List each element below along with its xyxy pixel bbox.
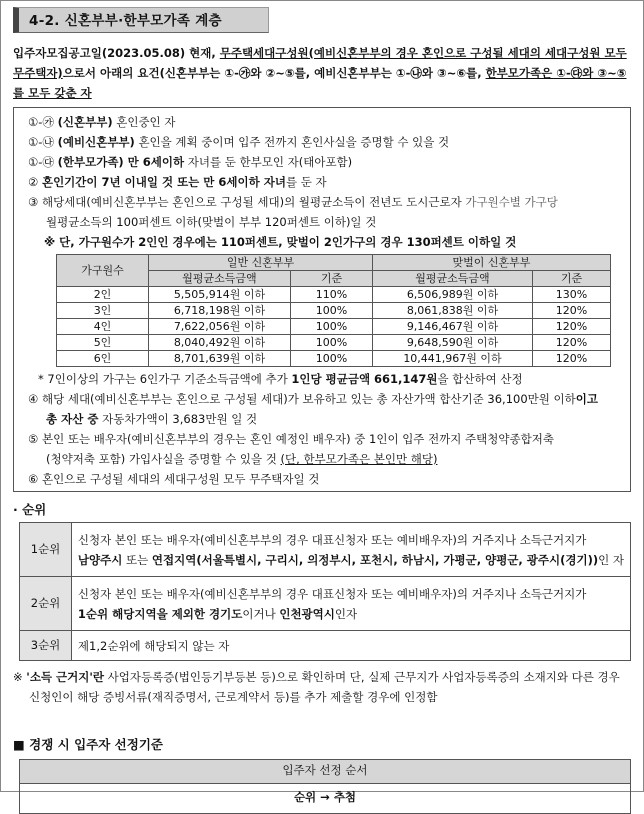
criterion-1c-bold: (한부모가족) 만 6세이하 bbox=[57, 155, 185, 169]
rank-1-bold: 남양주시 bbox=[77, 552, 123, 567]
footnote-text-end: 을 합산하여 산정 bbox=[437, 372, 523, 386]
table-row bbox=[20, 759, 631, 783]
table-row bbox=[20, 523, 631, 577]
selection-value: 순위 → 추첨 bbox=[20, 783, 631, 813]
income-row-dual-basis: 120% bbox=[533, 351, 611, 367]
rank-1-line2 bbox=[78, 550, 624, 570]
rank-2-line2 bbox=[78, 604, 624, 624]
criterion-3-text: ③ 해당세대(예비신혼부부는 혼인으로 구성될 세대)의 월평균소득이 전년도 도시근로자 bbox=[28, 195, 466, 209]
income-row-household: 6인 bbox=[57, 351, 149, 367]
intro-part3: 으로서 아래의 요건(신혼부부는 ①-㉮와 ②~⑤를, 예비신혼부부는 ①-㉯와 ③~⑥를, bbox=[62, 66, 486, 80]
income-row-dual-basis: 120% bbox=[533, 335, 611, 351]
income-col-dual-basis: 기준 bbox=[533, 271, 611, 287]
rank-table bbox=[19, 522, 631, 661]
income-row-household: 3인 bbox=[57, 303, 149, 319]
rank-1-end: 인 자 bbox=[598, 552, 624, 567]
income-row-general: 6,718,198원 이하 bbox=[149, 303, 291, 319]
rank-1-bold2: 연접지역(서울특별시, 구리시, 의정부시, 포천시, 하남시, 가평군, 양평군, 광주시(경기)) bbox=[151, 552, 599, 567]
rank-1-text bbox=[71, 523, 630, 577]
income-row-general: 5,505,914원 이하 bbox=[149, 287, 291, 303]
footnote-line2: 신청인이 해당 증빙서류(재직증명서, 근로계약서 등)를 추가 제출할 경우에 인정함 bbox=[29, 690, 438, 705]
selection-table bbox=[19, 759, 631, 814]
criterion-5-line1: ⑤ 본인 또는 배우자(예비신혼부부의 경우는 혼인 예정인 배우자) 중 1인이 입주 전까지 주택청약종합저축 bbox=[28, 432, 554, 446]
income-row-dual: 6,506,989원 이하 bbox=[373, 287, 533, 303]
income-row-general-basis: 100% bbox=[291, 319, 373, 335]
income-row-dual-basis: 120% bbox=[533, 319, 611, 335]
criterion-1c bbox=[28, 152, 616, 172]
table-row bbox=[20, 631, 631, 661]
section-title: 4-2. 신혼부부·한부모가족 계층 bbox=[13, 7, 269, 33]
income-row-general-basis: 110% bbox=[291, 287, 373, 303]
income-row-dual: 10,441,967원 이하 bbox=[373, 351, 533, 367]
table-row bbox=[20, 577, 631, 631]
criterion-1b-num: ①-㉯ bbox=[28, 135, 58, 149]
criterion-5-line2 bbox=[28, 449, 616, 469]
competition-title: ■ 경쟁 시 입주자 선정기준 bbox=[13, 737, 163, 753]
rank-2-bold2: 인천광역시 bbox=[279, 606, 335, 621]
rank-1-mid: 또는 bbox=[122, 552, 152, 567]
footnote-text1: 사업자등록증(법인등기부등본 등)으로 확인하며 단, 실제 근무지가 사업자등록증의 소재지와 다른 경우 bbox=[104, 670, 620, 685]
criterion-1a-bold: (신혼부부) bbox=[57, 115, 113, 129]
criterion-5-underline: (단, 한부모가족은 본인만 해당) bbox=[280, 452, 438, 466]
criterion-1b bbox=[28, 132, 616, 152]
rank-1-line1: 신청자 본인 또는 배우자(예비신혼부부의 경우 대표신청자 또는 예비배우자)의 거주지나 소득근거지가 bbox=[77, 532, 587, 547]
footnote-text: * 7인이상의 가구는 6인가구 기준소득금액에 추가 bbox=[38, 372, 292, 386]
rank-2-line1: 신청자 본인 또는 배우자(예비신혼부부의 경우 대표신청자 또는 예비배우자)의 거주지나 소득근거지가 bbox=[77, 586, 587, 601]
intro-part4: 한부모가족은 ①-㉰와 ③~⑤를 모두 갖춘 자 bbox=[13, 66, 627, 100]
rank-2-label: 2순위 bbox=[20, 577, 72, 631]
income-col-general-basis: 기준 bbox=[291, 271, 373, 287]
table-row bbox=[57, 351, 611, 367]
criterion-1a bbox=[28, 112, 616, 132]
criterion-4-text2: 자동차가액이 3,683만원 일 것 bbox=[98, 412, 258, 426]
rank-3-text: 제1,2순위에 해당되지 않는 자 bbox=[71, 631, 630, 661]
income-col-dual: 맞벌이 신혼부부 bbox=[373, 255, 611, 271]
table-row bbox=[57, 319, 611, 335]
income-table bbox=[56, 254, 611, 367]
income-row-general: 8,701,639원 이하 bbox=[149, 351, 291, 367]
criterion-3-gray: 가구원수별 가구당 bbox=[465, 195, 558, 209]
rank-title: · 순위 bbox=[13, 502, 47, 517]
table-row bbox=[57, 335, 611, 351]
income-row-general-basis: 100% bbox=[291, 303, 373, 319]
income-col-general-income: 월평균소득금액 bbox=[149, 271, 291, 287]
criterion-1a-text: 혼인중인 자 bbox=[112, 115, 176, 129]
income-row-dual: 9,146,467원 이하 bbox=[373, 319, 533, 335]
criterion-3-line2: 월평균소득의 100퍼센트 이하(맞벌이 부부 120퍼센트 이하)일 것 bbox=[46, 215, 377, 229]
income-row-dual-basis: 120% bbox=[533, 303, 611, 319]
criterion-2 bbox=[28, 172, 616, 192]
income-row-household: 2인 bbox=[57, 287, 149, 303]
criterion-1c-text: 자녀를 둔 한부모인 자(태아포함) bbox=[184, 155, 353, 169]
criterion-4-text: ④ 해당 세대(예비신혼부부는 혼인으로 구성될 세대)가 보유하고 있는 총 자산가액 합산기준 36,100만원 이하 bbox=[28, 392, 576, 406]
criterion-1a-num: ①-㉮ bbox=[28, 115, 58, 129]
criterion-4-bold: 이고 bbox=[575, 392, 598, 406]
criterion-6: ⑥ 혼인으로 구성될 세대의 세대구성원 모두 무주택자일 것 bbox=[28, 472, 320, 486]
criterion-3-note: ※ 단, 가구원수가 2인인 경우에는 110퍼센트, 맞벌이 2인가구의 경우 130퍼센트 이하일 것 bbox=[44, 235, 517, 249]
footnote-term: '소득 근거지'란 bbox=[26, 670, 104, 685]
intro-part1: 입주자모집공고일(2023.05.08) 현재, bbox=[13, 46, 220, 60]
rank-1-label: 1순위 bbox=[20, 523, 72, 577]
income-row-dual: 9,648,590원 이하 bbox=[373, 335, 533, 351]
rank-2-text bbox=[71, 577, 630, 631]
criterion-2-text: 를 둔 자 bbox=[285, 175, 327, 189]
income-base-footnote bbox=[13, 667, 635, 707]
rank-2-mid: 이거나 bbox=[242, 606, 280, 621]
table-row bbox=[57, 303, 611, 319]
rank-3-label: 3순위 bbox=[20, 631, 72, 661]
criteria-box bbox=[13, 107, 631, 492]
income-row-general-basis: 100% bbox=[291, 351, 373, 367]
selection-header: 입주자 선정 순서 bbox=[20, 759, 631, 783]
income-row-household: 4인 bbox=[57, 319, 149, 335]
criterion-3-footnote bbox=[28, 369, 616, 389]
income-row-dual: 8,061,838원 이하 bbox=[373, 303, 533, 319]
income-row-dual-basis: 130% bbox=[533, 287, 611, 303]
income-row-household: 5인 bbox=[57, 335, 149, 351]
criterion-3-line1 bbox=[28, 192, 616, 212]
table-row bbox=[57, 287, 611, 303]
criterion-2-num: ② bbox=[28, 175, 42, 189]
rank-2-end: 인자 bbox=[334, 606, 358, 621]
rank-2-bold: 1순위 해당지역을 제외한 경기도 bbox=[77, 606, 243, 621]
criterion-4-line1 bbox=[28, 389, 616, 409]
footnote-mark: ※ bbox=[13, 670, 27, 685]
intro-paragraph bbox=[13, 43, 635, 103]
income-row-general: 8,040,492원 이하 bbox=[149, 335, 291, 351]
table-row bbox=[20, 783, 631, 813]
criterion-2-bold: 혼인기간이 7년 이내일 것 또는 만 6세이하 자녀 bbox=[41, 175, 286, 189]
criterion-5-text: (청약저축 포함) 가입사실을 증명할 수 있을 것 bbox=[46, 452, 281, 466]
footnote-bold: 1인당 평균금액 661,147원 bbox=[291, 372, 438, 386]
income-col-household: 가구원수 bbox=[57, 255, 149, 287]
criterion-1c-num: ①-㉰ bbox=[28, 155, 58, 169]
criterion-4-line2 bbox=[28, 409, 616, 429]
income-row-general-basis: 100% bbox=[291, 335, 373, 351]
footnote-line1 bbox=[13, 667, 635, 687]
criterion-1b-text: 혼인을 계획 중이며 입주 전까지 혼인사실을 증명할 수 있을 것 bbox=[134, 135, 450, 149]
criterion-4-bold2: 총 자산 중 bbox=[46, 412, 99, 426]
criterion-1b-bold: (예비신혼부부) bbox=[57, 135, 135, 149]
income-row-general: 7,622,056원 이하 bbox=[149, 319, 291, 335]
income-col-dual-income: 월평균소득금액 bbox=[373, 271, 533, 287]
income-col-general: 일반 신혼부부 bbox=[149, 255, 373, 271]
intro-part2: 무주택세대구성원(예비신혼부부의 경우 혼인으로 구성될 세대의 세대구성원 모두 무주택자) bbox=[13, 46, 627, 80]
